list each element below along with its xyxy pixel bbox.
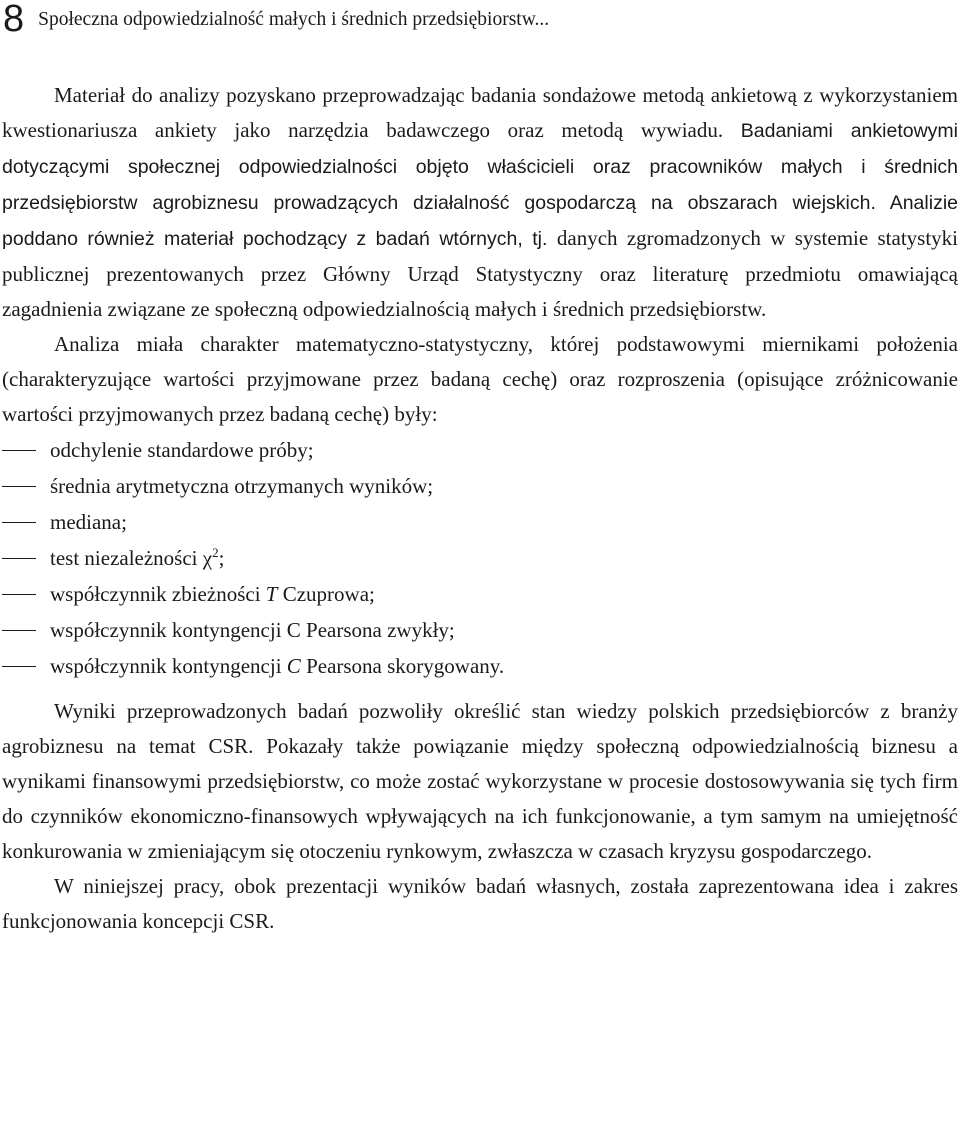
math-symbol: T [265, 582, 278, 606]
measures-list [2, 432, 958, 684]
dash-bullet [2, 486, 36, 487]
dash-bullet [2, 594, 36, 595]
dash-bullet [2, 666, 36, 667]
list-item-text: współczynnik zbieżności [50, 582, 266, 606]
list-item [2, 612, 958, 648]
paragraph-methods-tail: danych zgromadzonych w systemie statystyki publicznej prezentowanych przez Główny Urząd Statystyczny oraz literaturę przedmiotu omawiającą zagadnienia związane ze społeczną odpowiedzialnością małych i średnich przedsiębiorstw. [2, 226, 958, 321]
list-item [2, 432, 958, 468]
math-symbol: C [286, 654, 301, 678]
list-item [2, 576, 958, 612]
list-item [2, 540, 958, 576]
running-title: Społeczna odpowiedzialność małych i średnich przedsiębiorstw... [38, 9, 550, 30]
paragraph-analysis: Analiza miała charakter matematyczno-statystyczny, której podstawowymi miernikami położenia (charakteryzujące wartości przyjmowane przez badaną cechę) oraz rozproszenia (opisujące zróżnicowanie wartości przyjmowanych przez badaną cechę) były: [2, 332, 958, 426]
dash-bullet [2, 522, 36, 523]
list-item-text: odchylenie standardowe próby; [50, 438, 314, 462]
page-number: 8 [3, 0, 25, 40]
paragraph-methods-sans: Badaniami ankietowymi dotyczącymi społecznej odpowiedzialności objęto właścicieli oraz pracowników małych i średnich przedsiębiorstw agrobiznesu prowadzących działalność gospodarczą na obszarach wiejskich. Analizie poddano również materiał pochodzący z badań wtórnych, tj. [2, 120, 958, 250]
paragraph-methods-serif: Materiał do analizy pozyskano przeprowadzając badania sondażowe metodą ankietową z wykorzystaniem kwestionariusza ankiety jako narzędzia badawczego oraz metodą wywiadu. [2, 83, 958, 142]
superscript: 2 [212, 545, 219, 560]
list-item-text: Pearsona skorygowany. [300, 654, 505, 678]
dash-bullet [2, 630, 36, 631]
list-item-text: ; [218, 546, 225, 570]
body-text [2, 78, 958, 939]
spacer [2, 684, 958, 694]
list-item [2, 504, 958, 540]
list-item [2, 648, 958, 684]
dash-bullet [2, 558, 36, 559]
list-item [2, 468, 958, 504]
list-item-text: mediana; [50, 510, 127, 534]
page-header [0, 0, 960, 44]
paragraph-methods [2, 78, 958, 327]
list-item-text: test niezależności χ [50, 546, 213, 570]
paragraph-purpose: W niniejszej pracy, obok prezentacji wyników badań własnych, została zaprezentowana idea i zakres funkcjonowania koncepcji CSR. [2, 874, 958, 933]
list-item-text: współczynnik kontyngencji [50, 654, 287, 678]
dash-bullet [2, 450, 36, 451]
paragraph-results: Wyniki przeprowadzonych badań pozwoliły określić stan wiedzy polskich przedsiębiorców z branży agrobiznesu na temat CSR. Pokazały także powiązanie między społeczną odpowiedzialnością biznesu a wynikami finansowymi przedsiębiorstw, co może zostać wykorzystane w procesie dostosowywania się tych firm do czynników ekonomiczno-finansowych wpływających na ich funkcjonowanie, a tym samym na umiejętność konkurowania w zmieniającym się otoczeniu rynkowym, zwłaszcza w czasach kryzysu gospodarczego. [2, 699, 958, 863]
list-item-text: współczynnik kontyngencji C Pearsona zwykły; [50, 618, 455, 642]
list-item-text: średnia arytmetyczna otrzymanych wyników; [50, 474, 434, 498]
list-item-text: Czuprowa; [277, 582, 375, 606]
